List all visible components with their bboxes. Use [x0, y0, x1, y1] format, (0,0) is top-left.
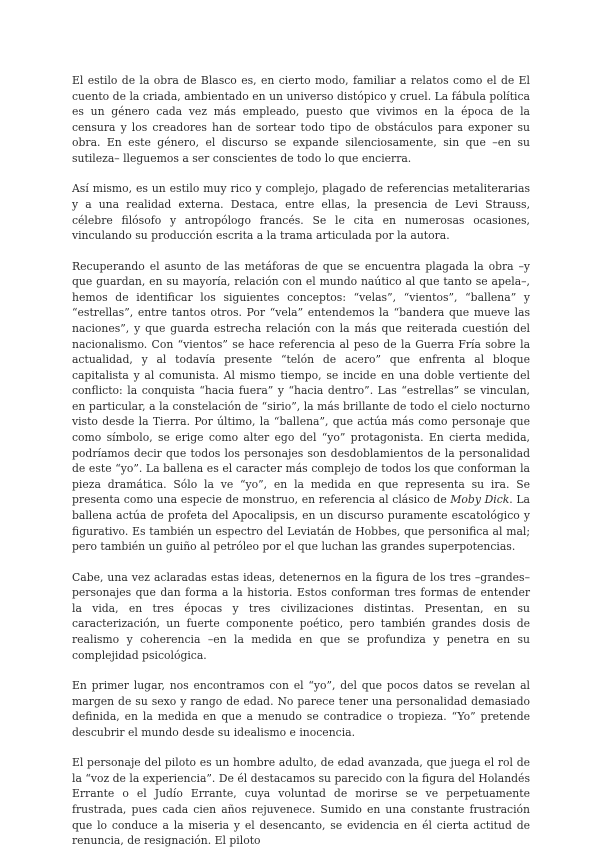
paragraph-metaphors-text-end: . La ballena actúa de profeta del Apocalipsis, en un discurso puramente escatológico y figurativo. Es también un espectro del Leviatán de Hobbes, que personifica al mal; pero también un guiño al petróleo por el que luchan las grandes superpotencias. — [72, 493, 530, 554]
paragraph-metaphors-text-start: Recuperando el asunto de las metáforas de que se encuentra plagada la obra –y que guardan, en su mayoría, relación con el mundo naútico al que tanto se apela–, hemos de identificar los siguientes conceptos: “velas”, “vientos”, “ballena” y “estrellas”, entre tantos otros. Por “vela” entendemos la “bandera que mueve las naciones”, y que guarda estrecha relación con la más que reiterada cuestión del nacionalismo. Con “vientos” se hace referencia al peso de la Guerra Fría sobre la actualidad, y al todavía presente “telón de acero” que enfrenta al bloque capitalista y al comunista. Al mismo tiempo, se incide en una doble vertiente del conflicto: la conquista “hacia fuera” y “hacia dentro”. Las “estrellas” se vinculan, en particular, a la constelación de “sirio”, la más brillante de todo el cielo nocturno visto desde la Tierra. Por último, la “ballena”, que actúa más como personaje que como símbolo, se erige como alter ego del “yo” protagonista. En cierta medida, podríamos decir que todos los personajes son desdoblamientos de la personalidad de este “yo”. La ballena es el caracter más complejo de todos los que conforman la pieza dramática. Sólo la ve “yo”, en la medida en que representa su ira. Se presenta como una especie de monstruo, en referencia al clásico de — [72, 259, 530, 507]
book-title-moby-dick: Moby Dick — [450, 493, 510, 507]
paragraph-yo: En primer lugar, nos encontramos con el “yo”, del que pocos datos se revelan al margen de su sexo y rango de edad. No parece tener una personalidad demasiado definida, en la medida en que a menudo se contradice o tropieza. “Yo” pretende descubrir el mundo desde su idealismo e inocencia. — [72, 678, 530, 739]
paragraph-characters: Cabe, una vez aclaradas estas ideas, detenernos en la figura de los tres –grandes– personajes que dan forma a la historia. Estos conforman tres formas de entender la vida, en tres épocas y tres civilizaciones distintas. Presentan, en su caracterización, un fuerte componente poético, pero también grandes dosis de realismo y coherencia –en la medida en que se profundiza y penetra en su complejidad psicológica. — [72, 570, 530, 662]
paragraph-piloto: El personaje del piloto es un hombre adulto, de edad avanzada, que juega el rol de la “voz de la experiencia”. De él destacamos su parecido con la figura del Holandés Errante o el Judío Errante, cuya voluntad de morirse se ve perpetuamente frustrada, pues cada cien años rejuvenece. Sumido en una constante frustración que lo conduce a la miseria y el desencanto, se evidencia en él cierta actitud de renuncia, de resignación. El piloto — [72, 756, 530, 848]
paragraph-style-intro: El estilo de la obra de Blasco es, en cierto modo, familiar a relatos como el de El cuento de la criada, ambientado en un universo distópico y cruel. La fábula política es un género cada vez más empleado, puesto que vivimos en la época de la censura y los creadores han de sortear todo tipo de obstáculos para exponer su obra. En este género, el discurso se expande silenciosamente, sin que –en su sutileza– lleguemos a ser conscientes de todo lo que encierra. — [72, 74, 530, 165]
paragraph-references: Así mismo, es un estilo muy rico y complejo, plagado de referencias metaliterarias y a una realidad externa. Destaca, entre ellas, la presencia de Levi Strauss, célebre filósofo y antropólogo francés. Se le cita en numerosas ocasiones, vinculando su producción escrita a la trama articulada por la autora. — [72, 182, 530, 243]
paragraph-metaphors — [72, 259, 530, 555]
document-body — [72, 73, 530, 864]
